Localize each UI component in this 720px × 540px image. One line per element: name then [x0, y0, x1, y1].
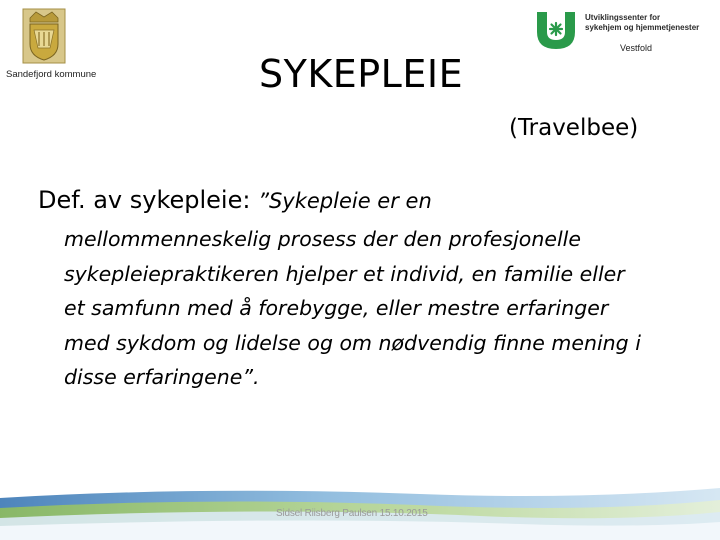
definition-quote-start: ”Sykepleie er en	[258, 189, 432, 213]
municipality-name: Sandefjord kommune	[6, 69, 97, 80]
definition-line: sykepleiepraktikeren hjelper et individ, en familie eller	[64, 261, 625, 286]
definition-quote-body	[64, 222, 710, 395]
organization-name-line: sykehjem og hjemmetjenester	[585, 23, 700, 32]
definition-line: mellommenneskelig prosess der den profesjonelle	[64, 227, 581, 251]
definition-label: Def. av sykepleie:	[38, 186, 259, 214]
organization-name-line: Utviklingssenter for	[585, 13, 661, 22]
usht-logo-icon	[533, 10, 579, 50]
definition-block	[38, 183, 710, 395]
organization-name	[585, 13, 717, 33]
page-title: SYKEPLEIE	[259, 52, 464, 96]
page-subtitle: (Travelbee)	[509, 115, 639, 141]
definition-first-line	[38, 183, 710, 218]
definition-line: et samfunn med å forebygge, eller mestre erfaringer	[64, 296, 609, 320]
definition-line: med sykdom og lidelse og om nødvendig finne mening i	[64, 330, 641, 355]
footer-author-date: Sidsel Riisberg Paulsen 15.10.2015	[276, 508, 428, 519]
definition-line: disse erfaringene”.	[64, 365, 260, 389]
municipal-crest-icon	[22, 8, 66, 64]
organization-region: Vestfold	[620, 43, 653, 53]
